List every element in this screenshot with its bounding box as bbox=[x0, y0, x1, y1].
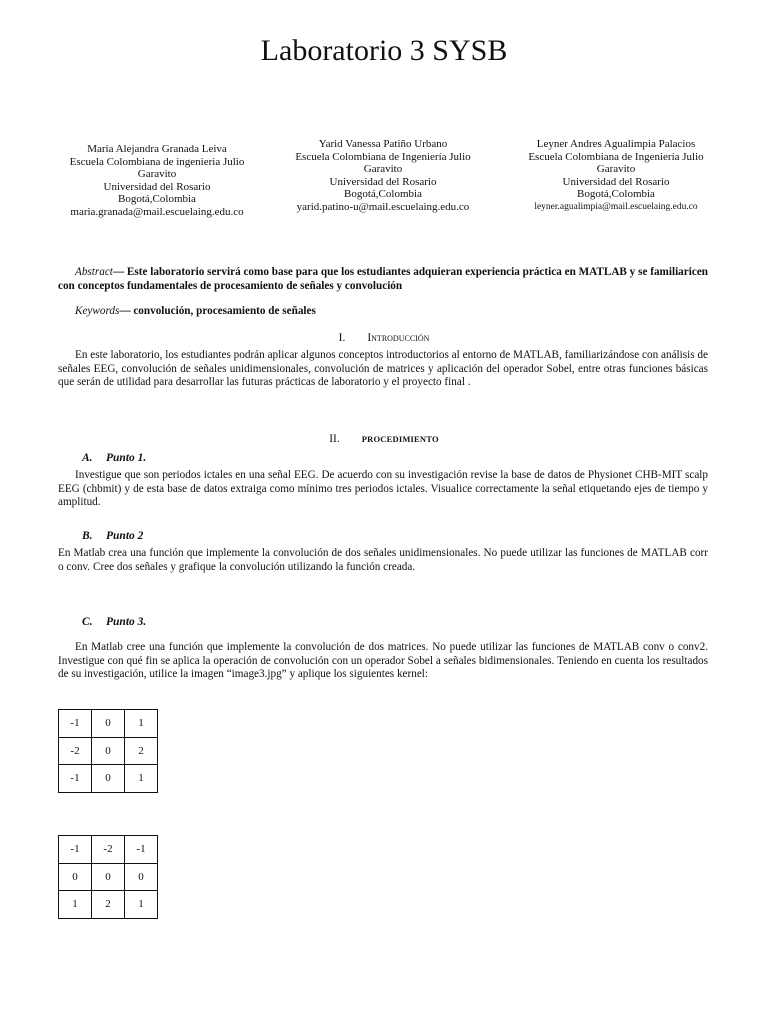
section-number: II. bbox=[329, 433, 340, 445]
subsection-heading-punto-1 bbox=[82, 452, 146, 464]
author-affiliation: Universidad del Rosario bbox=[562, 175, 670, 188]
table-row bbox=[59, 737, 158, 765]
author-block-2 bbox=[268, 138, 498, 214]
keywords-label: Keywords bbox=[75, 305, 120, 317]
table-cell: 1 bbox=[125, 765, 158, 793]
table-cell: -1 bbox=[125, 836, 158, 864]
keywords-text: convolución, procesamiento de señales bbox=[133, 305, 316, 317]
subsection-heading-punto-2 bbox=[82, 530, 143, 542]
author-block-1 bbox=[42, 143, 272, 219]
punto-2-paragraph: En Matlab crea una función que implemente la convolución de dos señales unidimensionales. No puede utilizar las funciones de MATLAB corr o conv. Cree dos señales y grafique la convolución utilizando la función creada. bbox=[58, 547, 708, 573]
table-cell: 1 bbox=[125, 891, 158, 919]
section-title: PROCEDIMIENTO bbox=[361, 434, 439, 444]
section-heading-procedimiento bbox=[0, 433, 768, 445]
subsection-letter: A. bbox=[82, 452, 93, 464]
sobel-kernel-vertical-table bbox=[58, 835, 158, 919]
keywords bbox=[58, 305, 708, 319]
author-block-3 bbox=[501, 138, 731, 214]
table-cell: -1 bbox=[59, 765, 92, 793]
abstract bbox=[58, 266, 708, 293]
abstract-dash: — bbox=[112, 266, 127, 278]
table-cell: -1 bbox=[59, 710, 92, 738]
table-cell: 0 bbox=[92, 737, 125, 765]
author-affiliation: Universidad del Rosario bbox=[103, 180, 211, 193]
table-cell: 0 bbox=[59, 863, 92, 891]
author-affiliation: Garavito bbox=[363, 163, 403, 176]
table-cell: 2 bbox=[125, 737, 158, 765]
subsection-heading-punto-3 bbox=[82, 616, 146, 628]
subsection-title: Punto 1. bbox=[106, 452, 147, 464]
section-number: I. bbox=[338, 332, 346, 344]
introduccion-paragraph: En este laboratorio, los estudiantes podrán aplicar algunos conceptos introductorios al entorno de MATLAB, familiarizándose con análisis de señales EEG, convolución de señales unidimensionales, convolución de matrices y aplicación del operador Sobel, entre otras funciones básicas que serán de utilidad para desarrollar las futuras prácticas de laboratorio y el proyecto final . bbox=[58, 349, 708, 388]
author-affiliation: Escuela Colombiana de Ingeniería Julio bbox=[528, 150, 704, 163]
abstract-label: Abstract bbox=[75, 266, 113, 278]
table-cell: 0 bbox=[92, 863, 125, 891]
table-cell: 2 bbox=[92, 891, 125, 919]
subsection-letter: C. bbox=[82, 616, 93, 628]
table-cell: 1 bbox=[59, 891, 92, 919]
author-name: Leyner Andres Agualimpia Palacios bbox=[536, 138, 696, 150]
author-location: Bogotá,Colombia bbox=[118, 193, 196, 206]
sobel-kernel-horizontal-table bbox=[58, 709, 158, 793]
author-name: Yarid Vanessa Patiño Urbano bbox=[318, 138, 448, 150]
table-cell: 0 bbox=[125, 863, 158, 891]
author-affiliation: Universidad del Rosario bbox=[329, 175, 437, 188]
punto-3-paragraph: En Matlab cree una función que implemente la convolución de dos matrices. No puede utilizar las funciones de MATLAB conv o conv2. Investigue con qué fin se aplica la operación de convolución con un operador Sobel a señales bidimensionales. Teniendo en cuenta los resultados de su investigación, utilice la imagen “image3.jpg” y aplique los siguientes kernel: bbox=[58, 641, 708, 680]
table-row bbox=[59, 836, 158, 864]
subsection-title: Punto 2 bbox=[106, 530, 144, 542]
subsection-title: Punto 3. bbox=[106, 616, 147, 628]
author-affiliation: Garavito bbox=[596, 163, 636, 176]
author-email: maria.granada@mail.escuelaing.edu.co bbox=[70, 205, 244, 218]
punto-1-paragraph: Investigue que son periodos ictales en una señal EEG. De acuerdo con su investigación revise la base de datos de Physionet CHB-MIT scalp EEG (chbmit) y de esta base de datos extraiga como mínimo tres periodos ictales. Visualice correctamente la señal etiquetando ejes de tiempo y amplitud. bbox=[58, 469, 708, 508]
author-name: Maria Alejandra Granada Leiva bbox=[87, 143, 227, 155]
author-email: leyner.agualimpia@mail.escuelaing.edu.co bbox=[534, 201, 698, 212]
section-title: Introducción bbox=[367, 332, 430, 344]
table-row bbox=[59, 863, 158, 891]
table-cell: -2 bbox=[59, 737, 92, 765]
author-affiliation: Garavito bbox=[137, 168, 177, 181]
section-heading-introduccion bbox=[0, 332, 768, 344]
table-row bbox=[59, 891, 158, 919]
subsection-letter: B. bbox=[82, 530, 93, 542]
abstract-text: Este laboratorio servirá como base para que los estudiantes adquieran experiencia práctica en MATLAB y se familiaricen con conceptos fundamentales de procesamiento de señales y convolución bbox=[58, 266, 709, 292]
author-affiliation: Escuela Colombiana de ingenieria Julio bbox=[69, 155, 245, 168]
table-cell: 0 bbox=[92, 765, 125, 793]
table-row bbox=[59, 710, 158, 738]
author-location: Bogotá,Colombia bbox=[344, 188, 422, 201]
table-cell: 0 bbox=[92, 710, 125, 738]
table-cell: 1 bbox=[125, 710, 158, 738]
author-affiliation: Escuela Colombiana de Ingeniería Julio bbox=[295, 150, 471, 163]
paper-title: Laboratorio 3 SYSB bbox=[260, 34, 508, 67]
author-location: Bogotá,Colombia bbox=[577, 188, 655, 201]
table-row bbox=[59, 765, 158, 793]
keywords-dash: — bbox=[119, 305, 134, 317]
table-cell: -1 bbox=[59, 836, 92, 864]
table-cell: -2 bbox=[92, 836, 125, 864]
author-email: yarid.patino-u@mail.escuelaing.edu.co bbox=[296, 200, 470, 213]
